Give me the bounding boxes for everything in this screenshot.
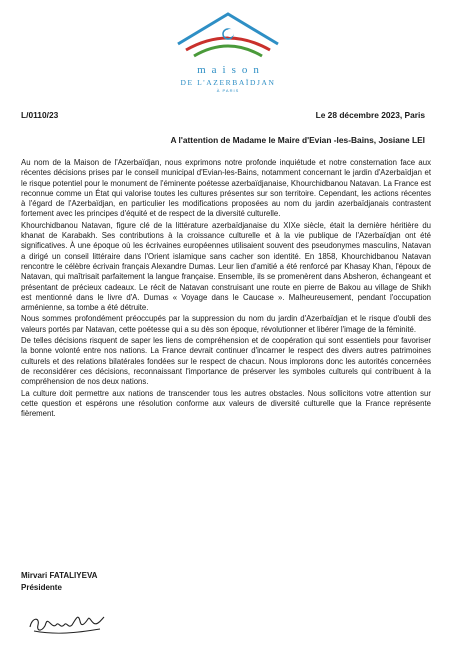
house-wave-icon	[168, 4, 288, 64]
reference-number: L/0110/23	[21, 110, 59, 120]
signatory-name: Mirvari FATALIYEVA	[21, 571, 98, 580]
logo-subtitle: DE L'AZERBAÏDJAN	[180, 78, 276, 87]
paragraph: De telles décisions risquent de saper les liens de compréhension et de coopération qui sont essentiels pour favoriser la bonne volonté entre nos nations. La France devrait continuer d'incarner le respect des divers autres patrimoines culturels et des relations bilatérales fondées sur le respect de chacun. Nous implorons donc les autorités concernées de reconsidérer ces décisions, reconnaissant l'importance de préserver les symboles culturels qui contribuent à la compréhension de nos deux nations.	[21, 336, 431, 387]
recipient-line: A l'attention de Madame le Maire d'Evian -les-Bains, Josiane LEI	[170, 135, 425, 145]
signatory-title: Présidente	[21, 583, 62, 592]
paragraph: La culture doit permettre aux nations de transcender tous les autres obstacles. Nous sollicitons votre attention sur cette question et espérons une résolution conforme aux valeurs de diversité culturelle que la France représente fièrement.	[21, 388, 431, 419]
letter-date: Le 28 décembre 2023, Paris	[315, 110, 425, 120]
logo-city: À PARIS	[216, 88, 240, 93]
logo-name: maison	[197, 64, 265, 76]
paragraph: Nous sommes profondément préoccupés par la suppression du nom du jardin d'Azerbaïdjan et le risque d'oubli des valeurs portés par Natavan, cette poétesse qui a su dès son époque, révolutionner et libérer l'image de la féminité.	[21, 314, 431, 334]
maison-azerbaidjan-logo	[168, 4, 288, 96]
paragraph: Khourchidbanou Natavan, figure clé de la littérature azerbaïdjanaise du XIXe siècle, était la dernière héritière du khanat de Karabakh. Ses contributions à la croissance culturelle et à la vie publique de l'Azerbaïdjan ont été significatives. À une époque où les écrivaines européennes utilisaient souvent des pseudonymes masculins, Natavan a dirigé un conseil littéraire dans l'Orient islamique sans cacher son identité. En 1858, Khourchidbanou Natavan rencontre le célèbre écrivain français Alexandre Dumas. Leur lien d'amitié a été renforcé par Khasay Khan, l'époux de Natavan, qui maîtrisait parfaitement la langue française. Ensemble, ils se promenèrent dans Absheron, échangeant et présentant de précieux cadeaux. Le récit de Natavan construisant une route en pierre de Bakou au village de Shikh est mentionné dans le livre d'A. Dumas « Voyage dans le Caucase ». Malheureusement, pendant l'occupation arménienne, sa tombe a été détruite.	[21, 220, 431, 313]
letter-body	[21, 158, 431, 420]
handwritten-signature	[26, 603, 106, 639]
paragraph: Au nom de la Maison de l'Azerbaïdjan, nous exprimons notre profonde inquiétude et notre consternation face aux récentes décisions prises par le conseil municipal d'Evian-les-Bains, notamment concernant le jardin d'Azerbaïdjan et le risque potentiel pour le monument de l'éminente poétesse azerbaïdjanaise, Khourchidbanou Natavan. La France est reconnue comme un État qui valorise toutes les cultures présentes sur son territoire. Cependant, les actions récentes à l'égard de l'Azerbaïdjan, en particulier les modifications proposées au nom du jardin azerbaïdjanais contrastent fortement avec les principes d'équité et de respect de la diversité culturelle.	[21, 158, 431, 219]
